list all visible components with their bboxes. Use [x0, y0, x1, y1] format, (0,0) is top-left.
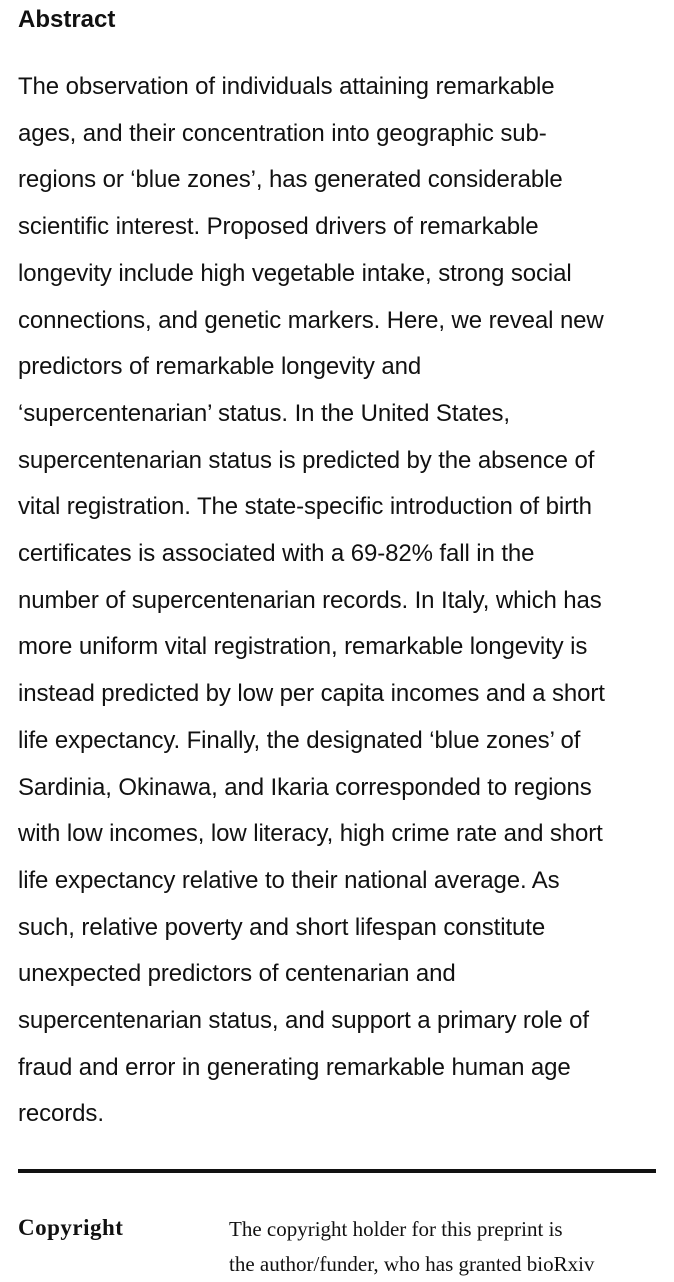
abstract-line: regions or ‘blue zones’, has generated considerable	[18, 166, 563, 194]
abstract-line: more uniform vital registration, remarkable longevity is	[18, 633, 588, 661]
abstract-line: number of supercentenarian records. In Italy, which has	[18, 586, 602, 614]
abstract-line: supercentenarian status is predicted by the absence of	[18, 446, 595, 474]
abstract-line: connections, and genetic markers. Here, we reveal new	[18, 306, 604, 334]
section-divider	[18, 1169, 656, 1173]
copyright-text	[229, 1212, 669, 1282]
abstract-line: records.	[18, 1100, 104, 1128]
abstract-line: ‘supercentenarian’ status. In the United States,	[18, 399, 510, 427]
abstract-line: such, relative poverty and short lifespan constitute	[18, 913, 546, 941]
abstract-body	[18, 64, 663, 1138]
abstract-line: fraud and error in generating remarkable human age	[18, 1053, 571, 1081]
abstract-line: Sardinia, Okinawa, and Ikaria corresponded to regions	[18, 773, 592, 801]
copyright-line: The copyright holder for this preprint is	[229, 1217, 563, 1241]
abstract-line: The observation of individuals attaining remarkable	[18, 73, 555, 100]
abstract-line: instead predicted by low per capita incomes and a short	[18, 680, 605, 708]
abstract-line: scientific interest. Proposed drivers of remarkable	[18, 213, 539, 241]
copyright-label: Copyright	[18, 1215, 124, 1240]
abstract-line: unexpected predictors of centenarian and	[18, 960, 456, 988]
abstract-heading: Abstract	[18, 6, 116, 33]
abstract-line: life expectancy. Finally, the designated ‘blue zones’ of	[18, 726, 581, 754]
abstract-line: certificates is associated with a 69-82% fall in the	[18, 540, 535, 568]
abstract-line: life expectancy relative to their national average. As	[18, 866, 560, 894]
abstract-line: longevity include high vegetable intake, strong social	[18, 259, 572, 287]
abstract-line: ages, and their concentration into geographic sub-	[18, 119, 547, 147]
abstract-line: vital registration. The state-specific introduction of birth	[18, 493, 592, 521]
abstract-line: predictors of remarkable longevity and	[18, 353, 422, 381]
abstract-line: supercentenarian status, and support a primary role of	[18, 1007, 589, 1035]
copyright-line: the author/funder, who has granted bioRxiv	[229, 1252, 595, 1276]
abstract-line: with low incomes, low literacy, high crime rate and short	[18, 820, 603, 848]
